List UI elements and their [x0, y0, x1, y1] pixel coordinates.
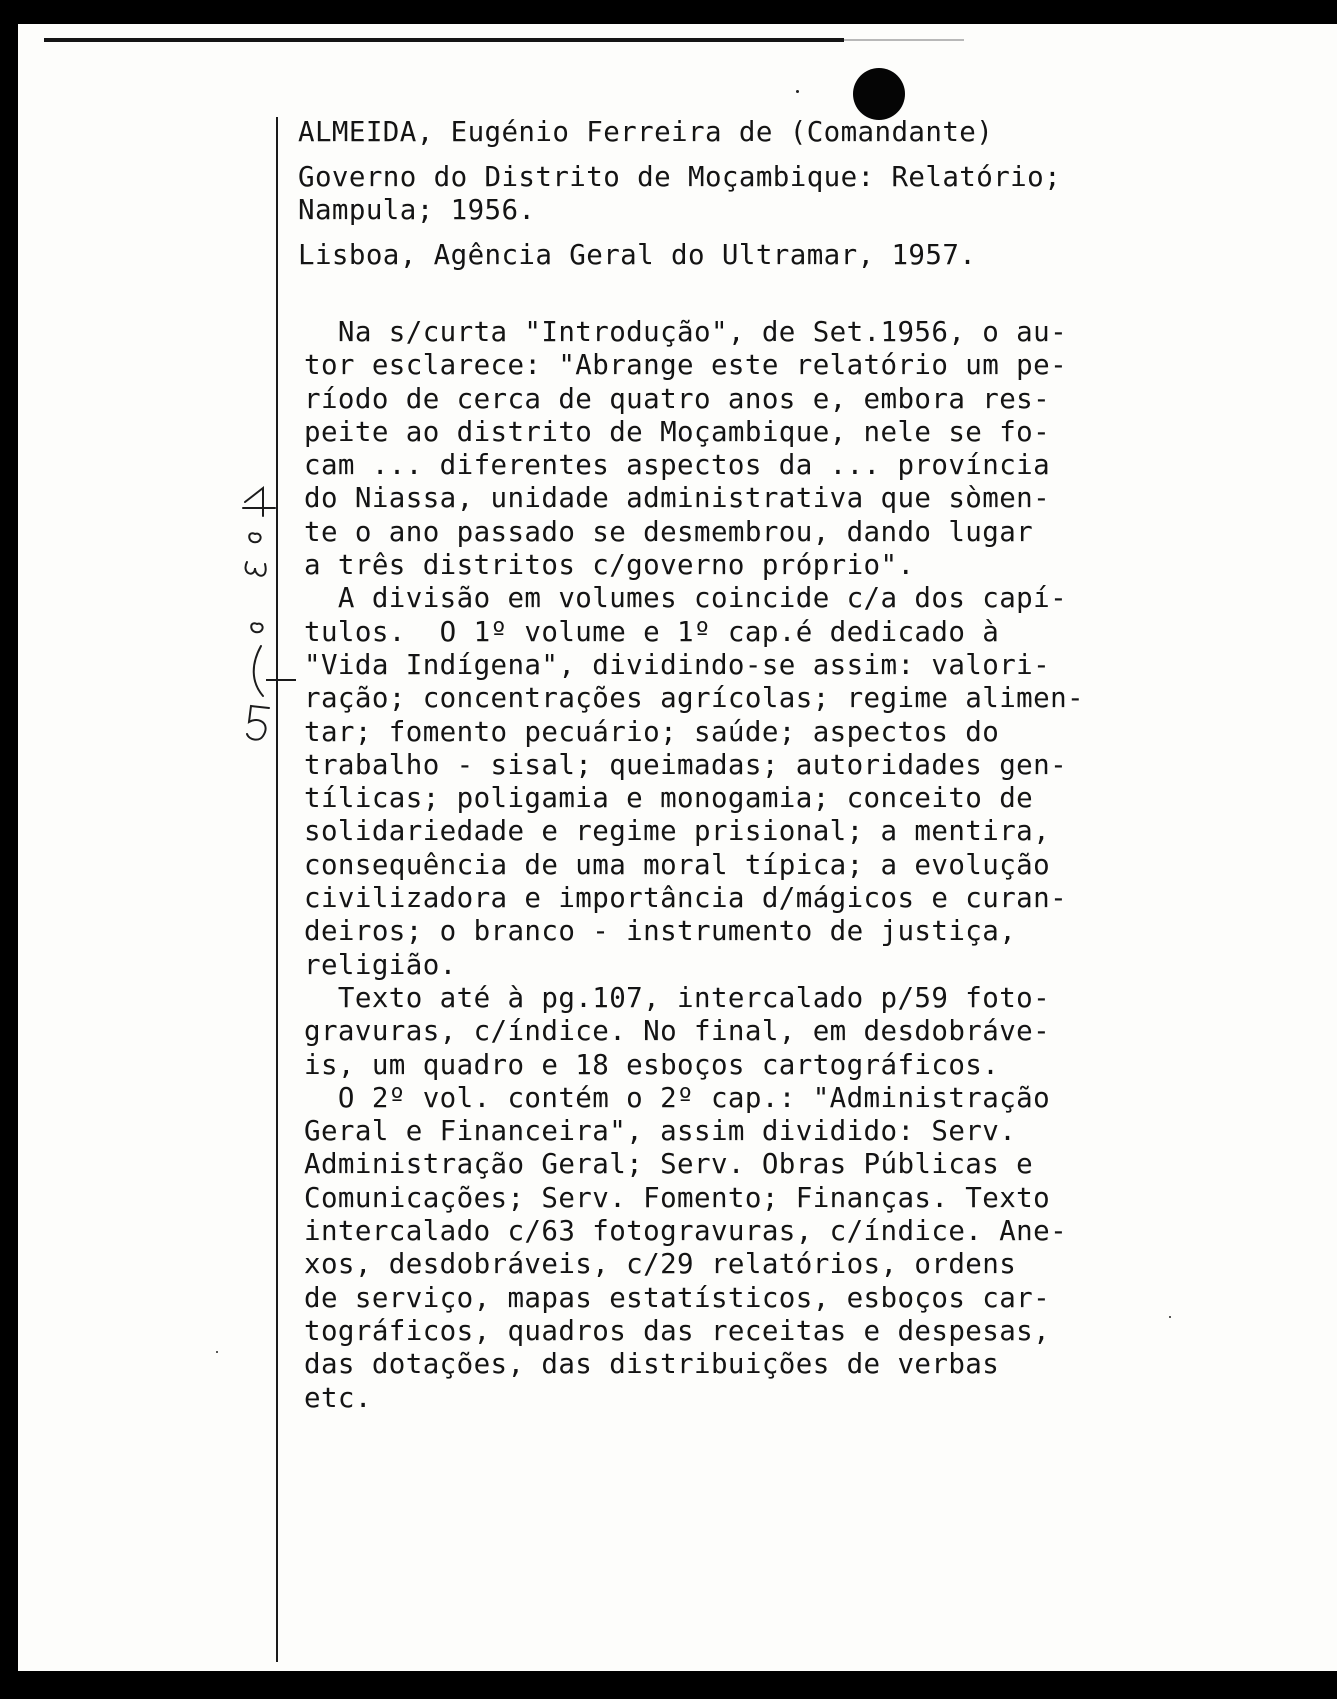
- publisher-line: Lisboa, Agência Geral do Ultramar, 1957.: [298, 239, 977, 271]
- abstract-body: [298, 316, 1318, 1415]
- body-line: tor esclarece: "Abrange este relatório um pe-: [304, 349, 1068, 382]
- author-line: ALMEIDA, Eugénio Ferreira de (Comandante): [298, 116, 994, 148]
- handwritten-note: [233, 484, 293, 784]
- body-line: a três distritos c/governo próprio".: [304, 549, 915, 582]
- body-line: Texto até à pg.107, intercalado p/59 foto-: [304, 981, 1051, 1014]
- body-line: O 2º vol. contém o 2º cap.: "Administração: [304, 1081, 1051, 1114]
- punch-hole: [853, 68, 905, 120]
- body-line: tulos. O 1º volume e 1º cap.é dedicado à: [304, 615, 1000, 648]
- body-line: Administração Geral; Serv. Obras Públicas e: [304, 1148, 1034, 1181]
- body-line: cam ... diferentes aspectos da ... província: [304, 449, 1051, 482]
- body-line: das dotações, das distribuições de verbas: [304, 1348, 1000, 1381]
- body-line: tílicas; poligamia e monogamia; conceito de: [304, 782, 1034, 815]
- body-line: "Vida Indígena", dividindo-se assim: valori-: [304, 648, 1051, 681]
- body-line: xos, desdobráveis, c/29 relatórios, ordens: [304, 1248, 1017, 1281]
- body-line: etc.: [304, 1381, 372, 1414]
- spacer: [298, 149, 1318, 161]
- ink-speck: [216, 1351, 218, 1353]
- body-line: solidariedade e regime prisional; a mentira,: [304, 815, 1051, 848]
- body-line: gravuras, c/índice. No final, em desdobráve-: [304, 1015, 1051, 1048]
- document-page: [18, 24, 1337, 1671]
- title-line: Governo do Distrito de Moçambique: Relatório;: [298, 161, 1062, 193]
- margin-line: [276, 117, 278, 1662]
- spacer: [298, 272, 1318, 316]
- body-line: is, um quadro e 18 esboços cartográficos.: [304, 1048, 1000, 1081]
- top-rule: [44, 38, 844, 42]
- body-line: civilizadora e importância d/mágicos e curan-: [304, 882, 1068, 915]
- body-line: deiros; o branco - instrumento de justiça,: [304, 915, 1017, 948]
- body-line: ríodo de cerca de quatro anos e, embora res-: [304, 382, 1051, 415]
- top-rule-faint: [844, 39, 964, 41]
- body-line: te o ano passado se desmembrou, dando lugar: [304, 515, 1034, 548]
- catalog-card-text: [298, 116, 1318, 1415]
- body-line: consequência de uma moral típica; a evolução: [304, 848, 1051, 881]
- body-line: intercalado c/63 fotogravuras, c/índice. Ane-: [304, 1215, 1068, 1248]
- body-line: de serviço, mapas estatísticos, esboços car-: [304, 1281, 1051, 1314]
- body-line: Na s/curta "Introdução", de Set.1956, o au-: [304, 316, 1068, 348]
- body-line: peite ao distrito de Moçambique, nele se fo-: [304, 415, 1051, 448]
- body-line: tográficos, quadros das receitas e despesas,: [304, 1314, 1051, 1347]
- body-line: Comunicações; Serv. Fomento; Finanças. Texto: [304, 1181, 1051, 1214]
- body-line: trabalho - sisal; queimadas; autoridades gen-: [304, 748, 1068, 781]
- ink-speck: [796, 90, 799, 93]
- handwritten-note-drawing: [233, 484, 293, 784]
- body-line: A divisão em volumes coincide c/a dos capí-: [304, 582, 1068, 615]
- body-line: ração; concentrações agrícolas; regime alimen-: [304, 682, 1084, 715]
- spacer: [298, 227, 1318, 239]
- body-line: religião.: [304, 948, 457, 981]
- body-line: tar; fomento pecuário; saúde; aspectos do: [304, 715, 1000, 748]
- body-line: Geral e Financeira", assim dividido: Serv.: [304, 1115, 1017, 1148]
- body-line: do Niassa, unidade administrativa que sòmen-: [304, 482, 1051, 515]
- title-line: Nampula; 1956.: [298, 194, 536, 226]
